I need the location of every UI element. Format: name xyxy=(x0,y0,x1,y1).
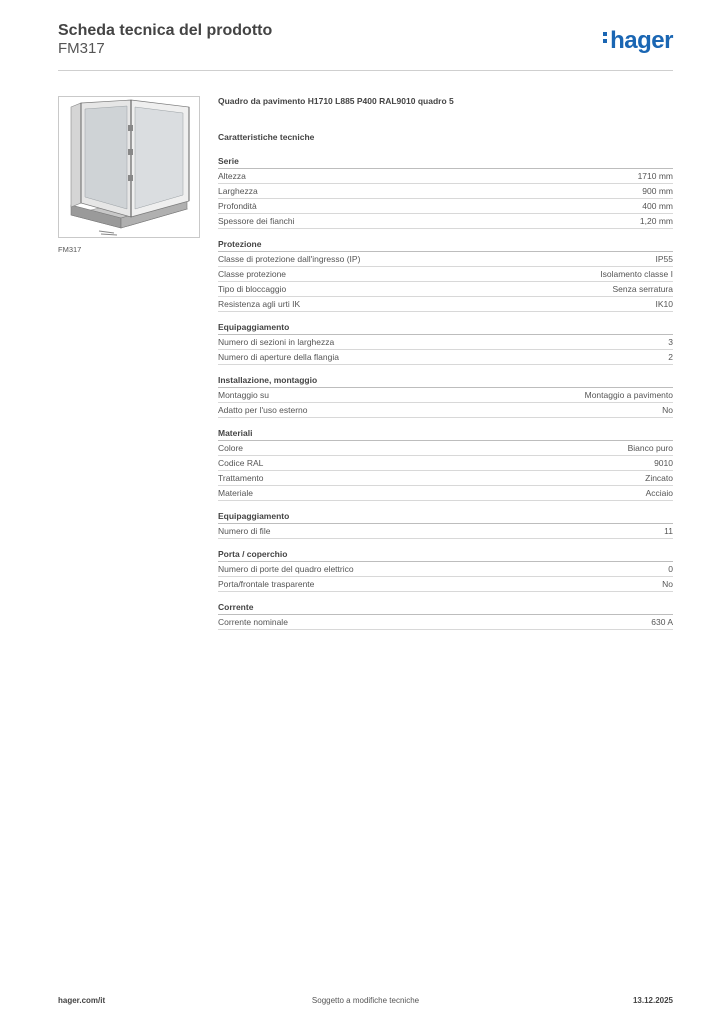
spec-row xyxy=(218,615,673,630)
spec-row xyxy=(218,577,673,592)
spec-row xyxy=(218,282,673,297)
spec-section xyxy=(218,375,673,418)
spec-section-title: Protezione xyxy=(218,239,673,252)
spec-value: Isolamento classe I xyxy=(600,269,673,279)
spec-section xyxy=(218,156,673,229)
product-details xyxy=(218,96,673,630)
footer-note: Soggetto a modifiche tecniche xyxy=(311,996,420,1005)
spec-value: No xyxy=(662,579,673,589)
floor-cabinet-illustration xyxy=(59,97,199,237)
spec-row xyxy=(218,456,673,471)
spec-row xyxy=(218,297,673,312)
spec-value: 9010 xyxy=(654,458,673,468)
spec-value: IK10 xyxy=(655,299,673,309)
spec-section-title: Porta / coperchio xyxy=(218,549,673,562)
spec-value: 630 A xyxy=(651,617,673,627)
spec-row xyxy=(218,441,673,456)
spec-value: 3 xyxy=(668,337,673,347)
spec-label: Larghezza xyxy=(218,186,258,196)
spec-label: Codice RAL xyxy=(218,458,264,468)
logo-dots-icon xyxy=(603,29,608,46)
spec-section xyxy=(218,511,673,539)
spec-row xyxy=(218,199,673,214)
spec-section xyxy=(218,239,673,312)
spec-label: Montaggio su xyxy=(218,390,270,400)
spec-label: Classe protezione xyxy=(218,269,287,279)
spec-section xyxy=(218,322,673,365)
spec-row xyxy=(218,252,673,267)
specification-sections xyxy=(218,156,673,630)
spec-row xyxy=(218,350,673,365)
spec-label: Porta/frontale trasparente xyxy=(218,579,315,589)
spec-row xyxy=(218,267,673,282)
footer-date: 13.12.2025 xyxy=(632,996,673,1005)
logo-text: hager xyxy=(610,27,673,54)
spec-label: Classe di protezione dall'ingresso (IP) xyxy=(218,254,361,264)
spec-value: IP55 xyxy=(655,254,673,264)
spec-value: No xyxy=(662,405,673,415)
product-code: FM317 xyxy=(58,40,105,57)
spec-row xyxy=(218,486,673,501)
spec-value: Montaggio a pavimento xyxy=(584,390,673,400)
spec-label: Numero di porte del quadro elettrico xyxy=(218,564,354,574)
spec-section-title: Serie xyxy=(218,156,673,169)
document-title: Scheda tecnica del prodotto xyxy=(58,22,273,39)
spec-row xyxy=(218,184,673,199)
footer-website: hager.com/it xyxy=(58,996,106,1005)
spec-value: 400 mm xyxy=(642,201,673,211)
spec-value: 900 mm xyxy=(642,186,673,196)
product-description: Quadro da pavimento H1710 L885 P400 RAL9010 quadro 5 xyxy=(218,96,454,106)
spec-row xyxy=(218,403,673,418)
product-image xyxy=(58,96,200,238)
spec-value: 1710 mm xyxy=(637,171,673,181)
spec-section-title: Materiali xyxy=(218,428,673,441)
spec-section-title: Installazione, montaggio xyxy=(218,375,673,388)
spec-value: Senza serratura xyxy=(612,284,673,294)
spec-label: Profondità xyxy=(218,201,257,211)
spec-row xyxy=(218,388,673,403)
spec-section-title: Equipaggiamento xyxy=(218,322,673,335)
spec-value: Acciaio xyxy=(645,488,673,498)
spec-section-title: Equipaggiamento xyxy=(218,511,673,524)
spec-value: 1,20 mm xyxy=(639,216,673,226)
spec-row xyxy=(218,214,673,229)
spec-row xyxy=(218,562,673,577)
spec-label: Colore xyxy=(218,443,244,453)
spec-label: Numero di sezioni in larghezza xyxy=(218,337,335,347)
spec-value: Bianco puro xyxy=(627,443,673,453)
spec-value: 0 xyxy=(668,564,673,574)
spec-value: Zincato xyxy=(645,473,673,483)
spec-label: Adatto per l'uso esterno xyxy=(218,405,308,415)
spec-row xyxy=(218,524,673,539)
spec-label: Resistenza agli urti IK xyxy=(218,299,301,309)
spec-row xyxy=(218,471,673,486)
spec-row xyxy=(218,169,673,184)
technical-characteristics-title: Caratteristiche tecniche xyxy=(218,132,315,142)
image-caption: FM317 xyxy=(58,245,82,254)
spec-label: Corrente nominale xyxy=(218,617,288,627)
spec-label: Numero di file xyxy=(218,526,271,536)
spec-label: Tipo di bloccaggio xyxy=(218,284,287,294)
spec-value: 2 xyxy=(668,352,673,362)
spec-label: Trattamento xyxy=(218,473,264,483)
spec-value: 11 xyxy=(664,526,673,536)
spec-label: Numero di aperture della flangia xyxy=(218,352,339,362)
spec-section xyxy=(218,602,673,630)
spec-label: Spessore dei fianchi xyxy=(218,216,295,226)
hager-logo xyxy=(603,27,673,55)
spec-section-title: Corrente xyxy=(218,602,673,615)
spec-row xyxy=(218,335,673,350)
spec-label: Altezza xyxy=(218,171,246,181)
spec-label: Materiale xyxy=(218,488,253,498)
page-header xyxy=(58,20,673,71)
spec-section xyxy=(218,549,673,592)
spec-section xyxy=(218,428,673,501)
